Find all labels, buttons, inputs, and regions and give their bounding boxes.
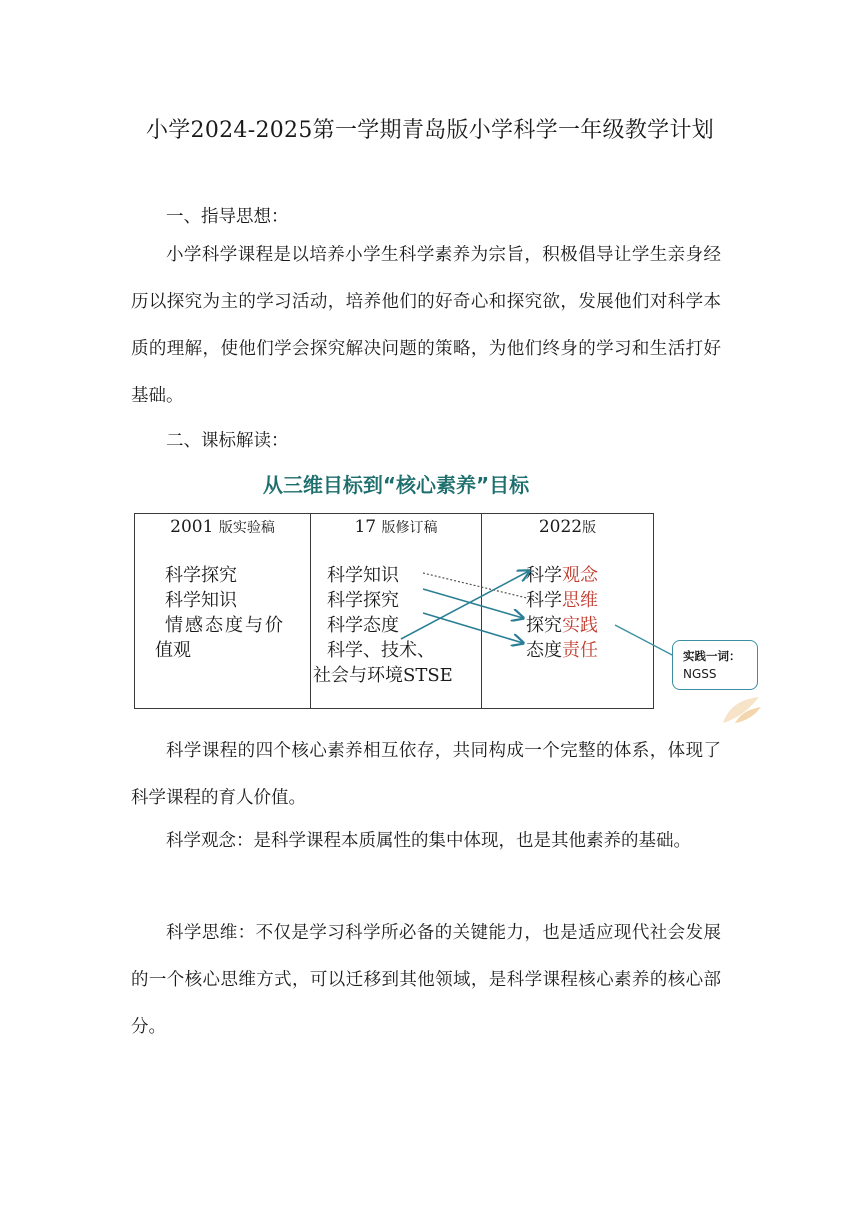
list-item: 值观 <box>155 640 191 661</box>
core-literacy-paragraph: 科学课程的四个核心素养相互依存，共同构成一个完整的体系，体现了科学课程的育人价值。 <box>131 741 721 808</box>
list-item: 科学知识 <box>165 590 237 611</box>
callout-pointer <box>615 625 676 669</box>
list-item: 探究实践 <box>526 615 598 636</box>
column-header: 17 版修订稿 <box>354 517 438 537</box>
column-header: 2022版 <box>538 517 597 537</box>
science-thinking-paragraph: 科学思维：不仅是学习科学所必备的关键能力，也是适应现代社会发展的一个核心思维方式，可以迁移到其他领域，是科学课程核心素养的核心部分。 <box>131 923 721 1037</box>
list-item: 科学知识 <box>327 565 399 586</box>
section1-heading: 一、指导思想： <box>166 207 289 227</box>
column-header: 2001 版实验稿 <box>170 517 275 537</box>
document-title: 小学2024-2025第一学期青岛版小学科学一年级教学计划 <box>145 118 715 143</box>
curriculum-figure <box>131 463 761 725</box>
arrow-stse-to-concept <box>401 571 529 639</box>
figure-title: 从三维目标到“核心素养”目标 <box>262 473 530 497</box>
callout-box <box>672 640 758 690</box>
arrow-inquiry-to-practice <box>423 589 523 618</box>
list-item: 态度责任 <box>526 640 598 661</box>
callout-value: NGSS <box>683 667 717 681</box>
list-item: 科学态度 <box>327 615 399 636</box>
science-concept-paragraph: 科学观念：是科学课程本质属性的集中体现，也是其他素养的基础。 <box>166 831 691 851</box>
list-item: 科学探究 <box>165 565 237 586</box>
list-item: 情感态度与价 <box>165 615 285 636</box>
arrow-attitude-to-responsibility <box>423 613 523 643</box>
section1-paragraph: 小学科学课程是以培养小学生科学素养为宗旨，积极倡导让学生亲身经历以探究为主的学习活动，培养他们的好奇心和探究欲，发展他们对科学本质的理解，使他们学会探究解决问题的策略，为他们终身的学习和生活打好基础。 <box>131 245 721 406</box>
list-item: 社会与环境STSE <box>313 665 453 686</box>
section2-heading: 二、课标解读： <box>166 431 289 451</box>
list-item: 科学、技术、 <box>327 640 435 661</box>
list-item: 科学观念 <box>526 565 598 586</box>
list-item: 科学探究 <box>327 590 399 611</box>
mapping-arrows <box>131 463 761 725</box>
list-item: 科学思维 <box>526 590 598 611</box>
callout-label: 实践一词： <box>683 649 741 663</box>
decorative-leaf-icon <box>719 695 761 723</box>
